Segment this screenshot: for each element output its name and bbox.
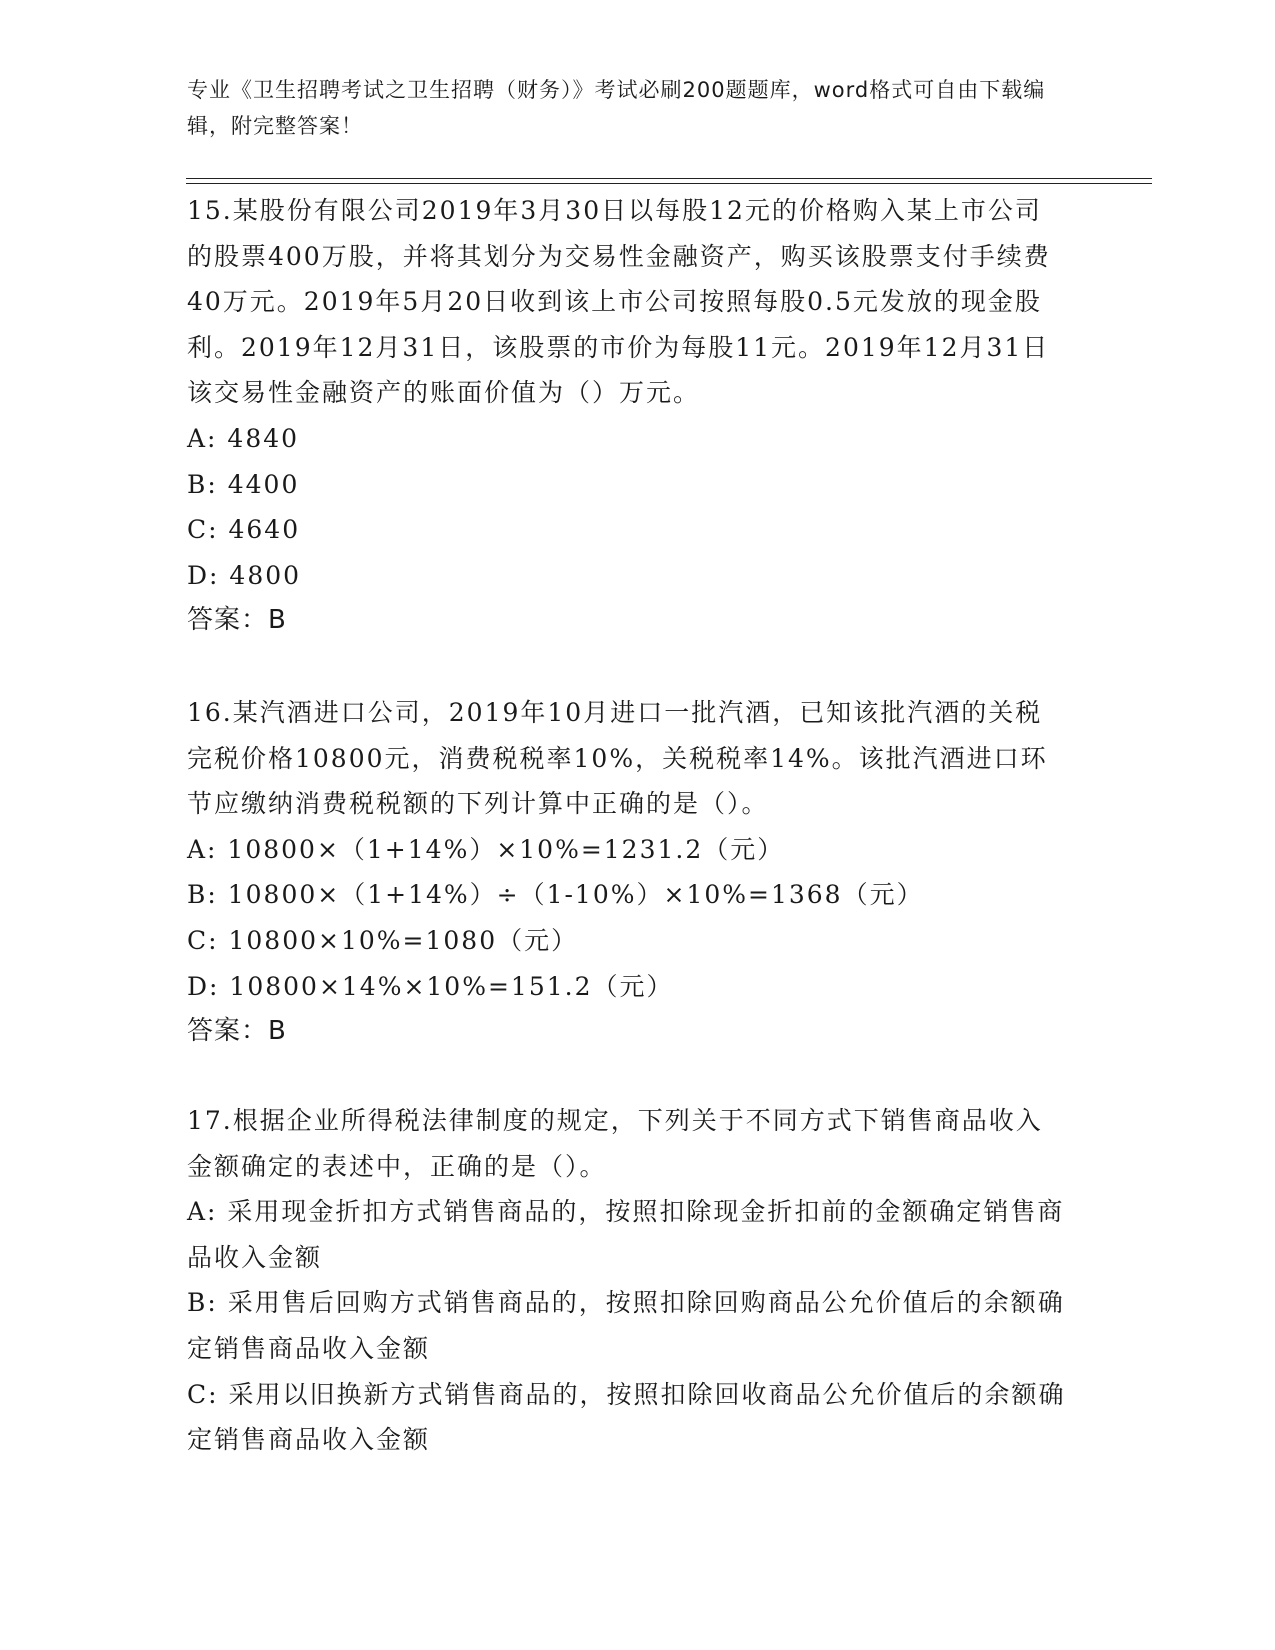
question-15-answer: 答案：B [187, 605, 287, 636]
question-15-option-d: D: 4800 [187, 560, 302, 590]
question-16-option-b: B: 10800×（1+14%）÷（1-10%）×10%=1368（元） [187, 880, 924, 910]
question-15-text: 15.某股份有限公司2019年3月30日以每股12元的价格购入某上市公司的股票400万股，并将其划分为交易性金融资产，购买该股票支付手续费40万元。2019年5月20日收到该上市公司按照每股0.5元发放的现金股利。2019年12月31日，该股票的市价为每股11元。2019年12月31日该交易性金融资产的账面价值为（）万元。 [187, 196, 1051, 408]
question-17-option-b: B: 采用售后回购方式销售商品的，按照扣除回购商品公允价值后的余额确定销售商品收入金额 [187, 1288, 1065, 1363]
question-16-option-c: C: 10800×10%=1080（元） [187, 925, 579, 955]
document-header: 专业《卫生招聘考试之卫生招聘（财务）》考试必刷200题题库，word格式可自由下载编辑，附完整答案！ [187, 78, 1046, 138]
question-17-text: 17.根据企业所得税法律制度的规定，下列关于不同方式下销售商品收入金额确定的表述中，正确的是（）。 [187, 1106, 1043, 1181]
question-15-option-c: C: 4640 [187, 515, 301, 545]
question-15 [187, 188, 1067, 644]
question-16 [187, 690, 1067, 1055]
header-divider-bottom [186, 183, 1152, 184]
question-17 [187, 1098, 1067, 1463]
question-15-option-b: B: 4400 [187, 469, 300, 499]
header-divider-top [186, 178, 1152, 179]
question-17-option-a: A: 采用现金折扣方式销售商品的，按照扣除现金折扣前的金额确定销售商品收入金额 [187, 1197, 1065, 1272]
question-15-option-a: A: 4840 [187, 423, 300, 453]
question-16-option-d: D: 10800×14%×10%=151.2（元） [187, 971, 674, 1001]
question-16-option-a: A: 10800×（1+14%）×10%=1231.2（元） [187, 834, 785, 864]
question-16-text: 16.某汽酒进口公司，2019年10月进口一批汽酒，已知该批汽酒的关税完税价格10800元，消费税税率10%，关税税率14%。该批汽酒进口环节应缴纳消费税税额的下列计算中正确的是（）。 [187, 698, 1048, 819]
question-17-option-c: C: 采用以旧换新方式销售商品的，按照扣除回收商品公允价值后的余额确定销售商品收入金额 [187, 1379, 1066, 1455]
question-16-answer: 答案：B [187, 1016, 287, 1047]
